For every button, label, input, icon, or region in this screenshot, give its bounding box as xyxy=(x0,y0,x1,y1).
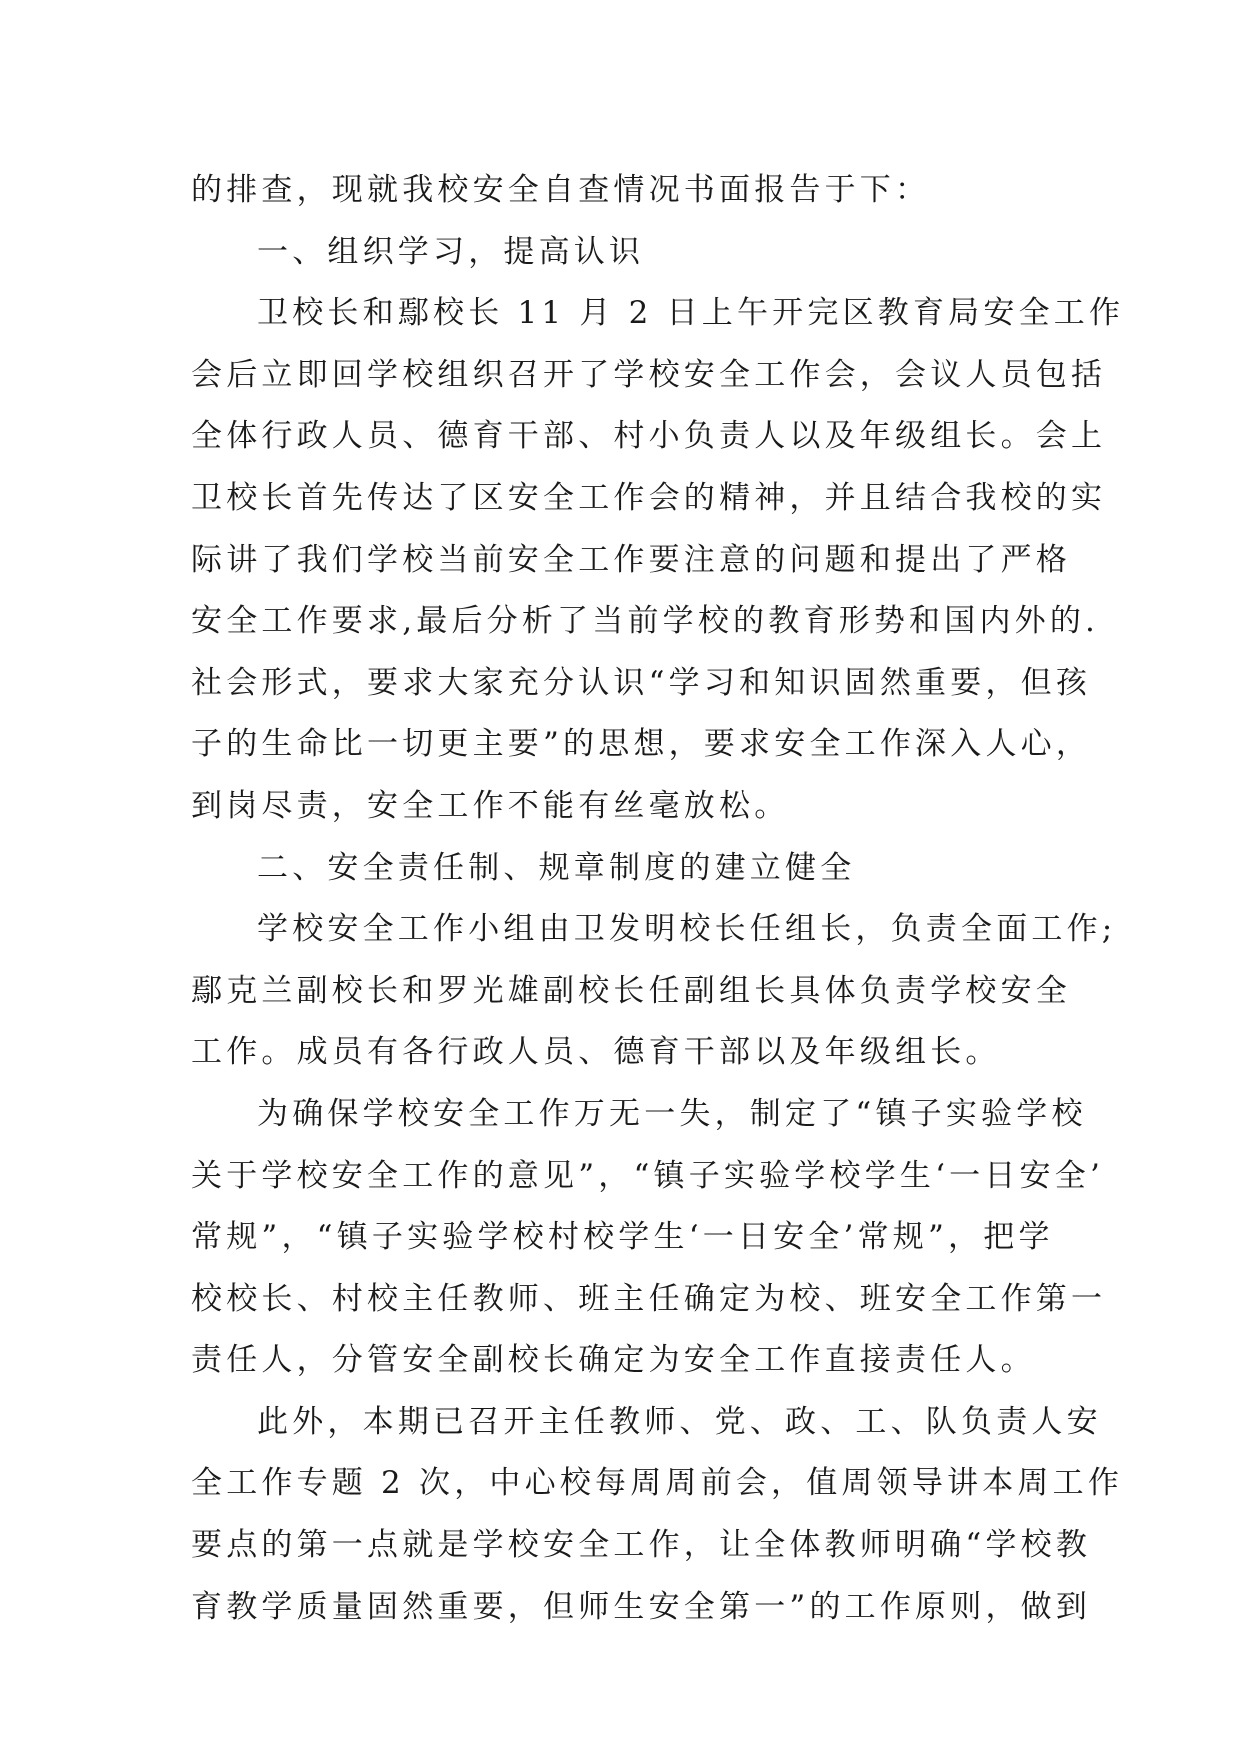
document-body xyxy=(191,160,1125,1638)
text-line: 到岗尽责，安全工作不能有丝毫放松。 xyxy=(191,787,790,824)
text-line: 全工作专题 2 次，中心校每周周前会，值周领导讲本周工作 xyxy=(191,1465,1124,1502)
text-line: 责任人，分管安全副校长确定为安全工作直接责任人。 xyxy=(191,1342,1036,1379)
text-line: 关于学校安全工作的意见”，“镇子实验学校学生‘一日安全’ xyxy=(191,1157,1105,1194)
text-line: 育教学质量固然重要，但师生安全第一”的工作原则，做到 xyxy=(191,1588,1092,1625)
text-line: 要点的第一点就是学校安全工作，让全体教师明确“学校教 xyxy=(191,1527,1092,1564)
section-heading-2: 二、安全责任制、规章制度的建立健全 xyxy=(257,849,856,886)
text-line: 此外，本期已召开主任教师、党、政、工、队负责人安 xyxy=(257,1403,1102,1440)
text-line: 安全工作要求,最后分析了当前学校的教育形势和国内外的. xyxy=(191,603,1100,640)
text-line: 鄢克兰副校长和罗光雄副校长任副组长具体负责学校安全 xyxy=(191,972,1071,1009)
text-line: 全体行政人员、德育干部、村小负责人以及年级组长。会上 xyxy=(191,418,1107,455)
text-line: 常规”，“镇子实验学校村校学生‘一日安全’常规”，把学 xyxy=(191,1219,1054,1256)
section-heading-1: 一、组织学习，提高认识 xyxy=(257,233,645,270)
text-line: 的排查，现就我校安全自查情况书面报告于下： xyxy=(191,172,931,208)
text-line: 工作。成员有各行政人员、德育干部以及年级组长。 xyxy=(191,1034,1001,1071)
text-line: 会后立即回学校组织召开了学校安全工作会，会议人员包括 xyxy=(191,356,1107,393)
text-line: 社会形式，要求大家充分认识“学习和知识固然重要，但孩 xyxy=(191,664,1092,701)
text-line: 际讲了我们学校当前安全工作要注意的问题和提出了严格 xyxy=(191,541,1071,578)
text-line: 卫校长和鄢校长 11 月 2 日上午开完区教育局安全工作 xyxy=(257,295,1125,332)
text-line: 卫校长首先传达了区安全工作会的精神，并且结合我校的实 xyxy=(191,479,1107,516)
text-line: 学校安全工作小组由卫发明校长任组长，负责全面工作; xyxy=(257,911,1117,948)
text-line: 为确保学校安全工作万无一失，制定了“镇子实验学校 xyxy=(257,1095,1087,1132)
text-line: 子的生命比一切更主要”的思想，要求安全工作深入人心， xyxy=(191,726,1092,763)
text-line: 校校长、村校主任教师、班主任确定为校、班安全工作第一 xyxy=(191,1280,1107,1317)
